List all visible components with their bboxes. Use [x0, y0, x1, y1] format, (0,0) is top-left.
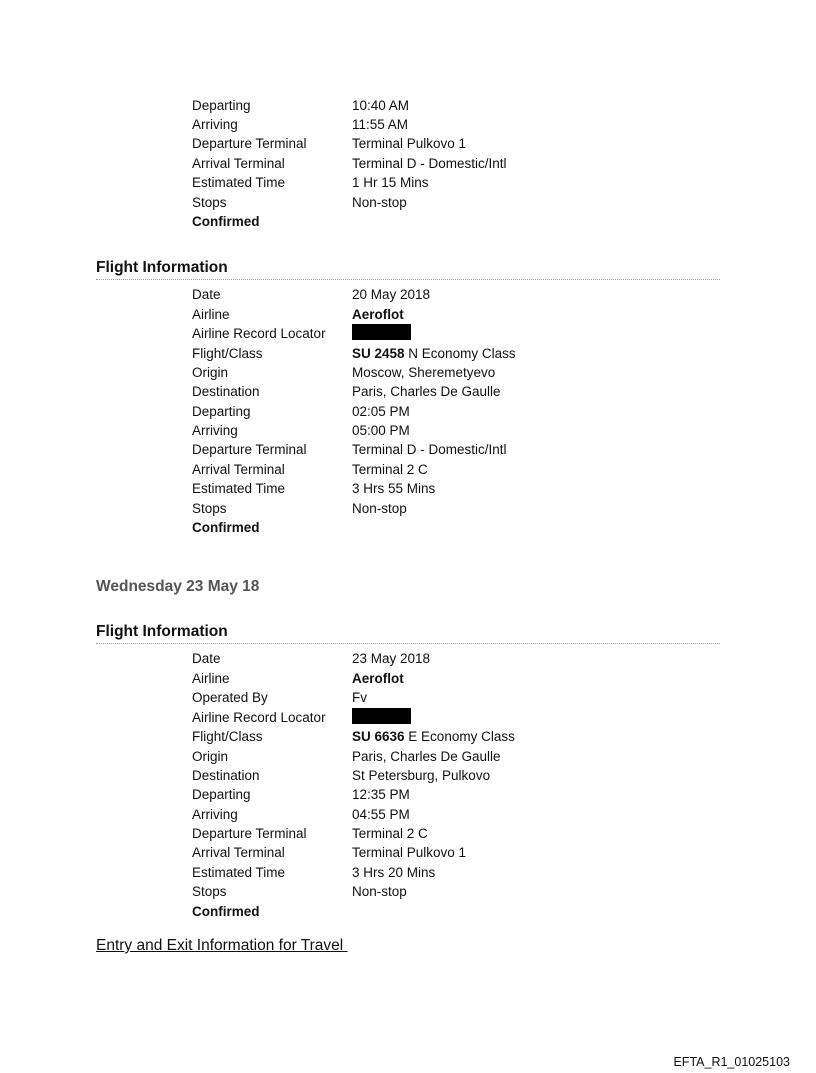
- row-value: Terminal Pulkovo 1: [352, 136, 467, 151]
- row-value: 05:00 PM: [352, 423, 410, 438]
- row-label: Arrival Terminal: [192, 845, 285, 860]
- row-value: [352, 324, 411, 343]
- redaction-block: [352, 708, 411, 724]
- status-confirmed: Confirmed: [192, 904, 260, 919]
- row-label: Airline Record Locator: [192, 326, 326, 341]
- row-label: Destination: [192, 768, 260, 783]
- row-label: Arriving: [192, 117, 238, 132]
- entry-exit-info-link[interactable]: Entry and Exit Information for Travel: [96, 937, 348, 954]
- row-value: 3 Hrs 20 Mins: [352, 865, 436, 880]
- row-value: 23 May 2018: [352, 651, 431, 666]
- row-value: Terminal Pulkovo 1: [352, 845, 467, 860]
- row-label: Departure Terminal: [192, 136, 307, 151]
- airline-name: Aeroflot: [352, 307, 404, 322]
- row-label: Operated By: [192, 690, 268, 705]
- row-value: [352, 708, 411, 727]
- row-value: Terminal 2 C: [352, 826, 428, 841]
- row-label: Airline: [192, 671, 230, 686]
- row-value: 04:55 PM: [352, 807, 410, 822]
- row-label: Stops: [192, 195, 227, 210]
- row-label: Origin: [192, 365, 229, 380]
- flight-number: SU 6636: [352, 729, 405, 744]
- row-value: 3 Hrs 55 Mins: [352, 481, 436, 496]
- row-label: Arrival Terminal: [192, 156, 285, 171]
- section-title-flight-information: Flight Information: [96, 258, 720, 280]
- day-heading: Wednesday 23 May 18: [96, 578, 260, 595]
- row-value: 10:40 AM: [352, 98, 410, 113]
- row-value: Non-stop: [352, 501, 407, 516]
- row-label: Date: [192, 287, 221, 302]
- row-label: Stops: [192, 884, 227, 899]
- row-value: Non-stop: [352, 884, 407, 899]
- row-label: Departure Terminal: [192, 442, 307, 457]
- airline-name: Aeroflot: [352, 671, 404, 686]
- row-label: Departing: [192, 404, 251, 419]
- row-value: 12:35 PM: [352, 787, 410, 802]
- row-value: Paris, Charles De Gaulle: [352, 384, 501, 399]
- row-label: Departing: [192, 98, 251, 113]
- row-value: Terminal 2 C: [352, 462, 428, 477]
- row-value: St Petersburg, Pulkovo: [352, 768, 491, 783]
- row-label: Arrival Terminal: [192, 462, 285, 477]
- row-label: Destination: [192, 384, 260, 399]
- row-label: Estimated Time: [192, 175, 286, 190]
- row-value: 11:55 AM: [352, 117, 409, 132]
- row-value: 1 Hr 15 Mins: [352, 175, 429, 190]
- row-value: 20 May 2018: [352, 287, 431, 302]
- row-value: Terminal D - Domestic/Intl: [352, 156, 507, 171]
- row-label: Date: [192, 651, 221, 666]
- flight-number: SU 2458: [352, 346, 405, 361]
- row-label: Airline: [192, 307, 230, 322]
- row-value: Terminal D - Domestic/Intl: [352, 442, 507, 457]
- row-label: Estimated Time: [192, 481, 286, 496]
- row-label: Flight/Class: [192, 346, 263, 361]
- row-label: Flight/Class: [192, 729, 263, 744]
- row-label: Arriving: [192, 807, 238, 822]
- flight-class: N Economy Class: [404, 346, 516, 361]
- row-value: [352, 344, 516, 363]
- flight-class: E Economy Class: [404, 729, 515, 744]
- section-title-flight-information: Flight Information: [96, 622, 720, 644]
- row-value: [352, 727, 515, 746]
- status-confirmed: Confirmed: [192, 214, 260, 229]
- row-label: Airline Record Locator: [192, 710, 326, 725]
- row-value: Moscow, Sheremetyevo: [352, 365, 496, 380]
- row-label: Departure Terminal: [192, 826, 307, 841]
- redaction-block: [352, 324, 411, 340]
- row-label: Arriving: [192, 423, 238, 438]
- row-value: Paris, Charles De Gaulle: [352, 749, 501, 764]
- row-label: Estimated Time: [192, 865, 286, 880]
- document-id: EFTA_R1_01025103: [673, 1055, 790, 1069]
- row-value: Fv: [352, 690, 367, 705]
- row-label: Stops: [192, 501, 227, 516]
- status-confirmed: Confirmed: [192, 520, 260, 535]
- row-label: Origin: [192, 749, 229, 764]
- row-label: Departing: [192, 787, 251, 802]
- row-value: Non-stop: [352, 195, 407, 210]
- row-value: 02:05 PM: [352, 404, 410, 419]
